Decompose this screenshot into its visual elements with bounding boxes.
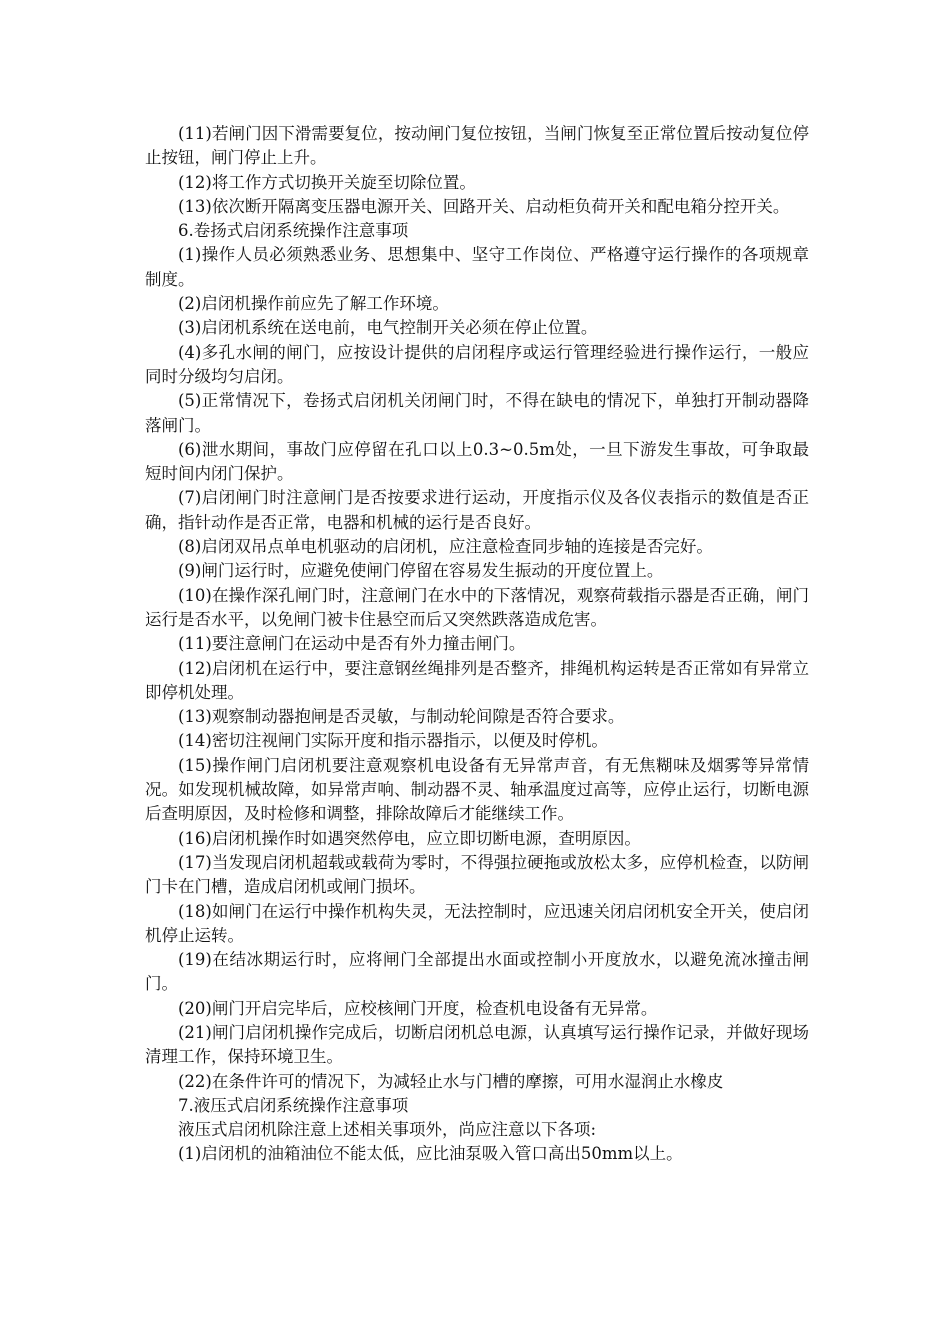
paragraph: (14)密切注视闸门实际开度和指示器指示，以便及时停机。 bbox=[178, 731, 608, 751]
paragraph: (9)闸门运行时，应避免使闸门停留在容易发生振动的开度位置上。 bbox=[178, 561, 664, 581]
paragraph: (20)闸门开启完毕后，应校核闸门开度，检查机电设备有无异常。 bbox=[178, 998, 658, 1018]
paragraph: (19)在结冰期运行时，应将闸门全部提出水面或控制小开度放水，以避免流冰撞击闸门。 bbox=[145, 950, 809, 994]
paragraph: (3)启闭机系统在送电前，电气控制开关必须在停止位置。 bbox=[178, 318, 598, 338]
paragraph: (2)启闭机操作前应先了解工作环境。 bbox=[178, 294, 449, 314]
paragraph: (22)在条件许可的情况下，为减轻止水与门槽的摩擦，可用水湿润止水橡皮 bbox=[178, 1071, 724, 1091]
paragraph: (18)如闸门在运行中操作机构失灵，无法控制时，应迅速关闭启闭机安全开关，使启闭机停止运转。 bbox=[145, 901, 809, 945]
paragraph: (12)启闭机在运行中，要注意钢丝绳排列是否整齐，排绳机构运转是否正常如有异常立即停机处理。 bbox=[145, 658, 809, 702]
paragraph: (13)依次断开隔离变压器电源开关、回路开关、启动柜负荷开关和配电箱分控开关。 bbox=[178, 196, 790, 216]
paragraph: (21)闸门启闭机操作完成后，切断启闭机总电源，认真填写运行操作记录，并做好现场清理工作，保持环境卫生。 bbox=[145, 1022, 809, 1067]
paragraph: (11)若闸门因下滑需要复位，按动闸门复位按钮，当闸门恢复至正常位置后按动复位停止按钮，闸门停止上升。 bbox=[145, 124, 809, 168]
section-heading: 6.卷扬式启闭系统操作注意事项 bbox=[178, 221, 409, 241]
document-page bbox=[145, 122, 809, 1167]
paragraph: (7)启闭闸门时注意闸门是否按要求进行运动，开度指示仪及各仪表指示的数值是否正确，指针动作是否正常，电器和机械的运行是否良好。 bbox=[145, 488, 809, 532]
paragraph: (13)观察制动器抱闸是否灵敏，与制动轮间隙是否符合要求。 bbox=[178, 707, 625, 727]
section-heading: 7.液压式启闭系统操作注意事项 bbox=[178, 1095, 409, 1115]
paragraph: (8)启闭双吊点单电机驱动的启闭机，应注意检查同步轴的连接是否完好。 bbox=[178, 537, 713, 557]
paragraph: (17)当发现启闭机超载或载荷为零时，不得强拉硬拖或放松太多，应停机检查，以防闸门卡在门槽，造成启闭机或闸门损坏。 bbox=[145, 852, 809, 897]
paragraph: (4)多孔水闸的闸门，应按设计提供的启闭程序或运行管理经验进行操作运行，一般应同时分级均匀启闭。 bbox=[145, 342, 809, 386]
paragraph: (5)正常情况下，卷扬式启闭机关闭闸门时，不得在缺电的情况下，单独打开制动器降落闸门。 bbox=[145, 391, 809, 435]
paragraph: 液压式启闭机除注意上述相关事项外，尚应注意以下各项: bbox=[178, 1120, 597, 1140]
paragraph: (15)操作闸门启闭机要注意观察机电设备有无异常声音，有无焦糊味及烟雾等异常情况。如发现机械故障，如异常声响、制动器不灵、轴承温度过高等，应停止运行，切断电源后查明原因，及时检修和调整，排除故障后才能继续工作。 bbox=[145, 755, 809, 824]
paragraph: (16)启闭机操作时如遇突然停电，应立即切断电源，查明原因。 bbox=[178, 828, 641, 848]
paragraph: (1)操作人员必须熟悉业务、思想集中、坚守工作岗位、严格遵守运行操作的各项规章制度。 bbox=[145, 245, 809, 289]
paragraph: (6)泄水期间，事故门应停留在孔口以上0.3~0.5m处，一旦下游发生事故，可争取最短时间内闭门保护。 bbox=[145, 439, 809, 484]
paragraph: (1)启闭机的油箱油位不能太低，应比油泵吸入管口高出50mm以上。 bbox=[178, 1144, 683, 1164]
paragraph: (11)要注意闸门在运动中是否有外力撞击闸门。 bbox=[178, 634, 526, 654]
paragraph: (12)将工作方式切换开关旋至切除位置。 bbox=[178, 172, 476, 192]
paragraph: (10)在操作深孔闸门时，注意闸门在水中的下落情况，观察荷载指示器是否正确，闸门运行是否水平，以免闸门被卡住悬空而后又突然跌落造成危害。 bbox=[145, 585, 809, 629]
